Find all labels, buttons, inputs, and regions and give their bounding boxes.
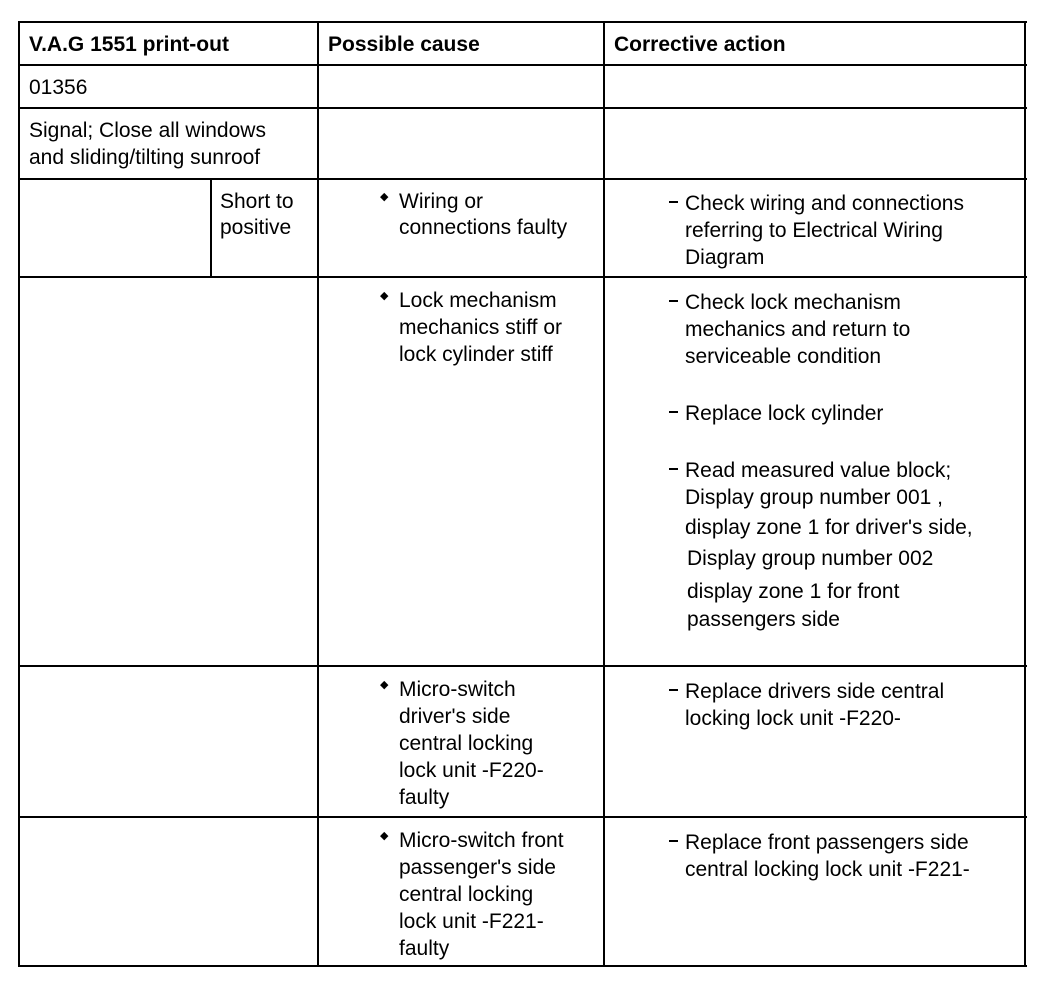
bullet-icon: ◆ bbox=[380, 290, 389, 302]
action-text: Display group number 001 , bbox=[685, 486, 943, 509]
action-text: referring to Electrical Wiring bbox=[685, 219, 943, 242]
printout-text: and sliding/tilting sunroof bbox=[29, 146, 261, 169]
cause-text: lock unit -F221- bbox=[399, 910, 544, 933]
action-text: display zone 1 for front bbox=[687, 580, 900, 603]
row-divider bbox=[18, 107, 1027, 109]
cause-text: faulty bbox=[399, 937, 450, 960]
row-divider bbox=[18, 178, 1027, 180]
fault-code: 01356 bbox=[29, 76, 88, 99]
header-corrective-action: Corrective action bbox=[614, 33, 786, 56]
action-text: Read measured value block; bbox=[685, 459, 952, 482]
subcondition-text: Short to bbox=[220, 190, 294, 213]
table-border-right bbox=[1024, 21, 1026, 967]
cause-text: passenger's side bbox=[399, 856, 556, 879]
column-divider bbox=[317, 21, 319, 967]
header-divider bbox=[18, 64, 1027, 66]
action-text: display zone 1 for driver's side, bbox=[685, 516, 973, 539]
dash-icon bbox=[669, 411, 678, 413]
table-border-bottom bbox=[18, 965, 1027, 967]
header-printout: V.A.G 1551 print-out bbox=[29, 33, 229, 56]
dash-icon bbox=[669, 201, 678, 203]
bullet-icon: ◆ bbox=[380, 191, 389, 203]
printout-text: Signal; Close all windows bbox=[29, 119, 266, 142]
action-text: Replace lock cylinder bbox=[685, 402, 884, 425]
dash-icon bbox=[669, 300, 678, 302]
cause-text: mechanics stiff or bbox=[399, 316, 563, 339]
row-divider bbox=[18, 665, 1027, 667]
dash-icon bbox=[669, 468, 678, 470]
cause-text: central locking bbox=[399, 883, 534, 906]
row-divider bbox=[18, 276, 1027, 278]
bullet-icon: ◆ bbox=[380, 679, 389, 691]
cause-text: Micro-switch front bbox=[399, 829, 564, 852]
cause-text: Micro-switch bbox=[399, 678, 516, 701]
cause-text: central locking bbox=[399, 732, 534, 755]
action-text: central locking lock unit -F221- bbox=[685, 858, 970, 881]
action-text: Replace front passengers side bbox=[685, 831, 969, 854]
subcell-divider bbox=[210, 178, 212, 278]
action-text: Check lock mechanism bbox=[685, 291, 901, 314]
subcondition-text: positive bbox=[220, 216, 292, 239]
cause-text: lock unit -F220- bbox=[399, 759, 544, 782]
table-border-left bbox=[18, 21, 20, 967]
row-divider bbox=[18, 816, 1027, 818]
cause-text: lock cylinder stiff bbox=[399, 343, 553, 366]
action-text: Display group number 002 bbox=[687, 547, 934, 570]
dash-icon bbox=[669, 840, 678, 842]
action-text: Diagram bbox=[685, 246, 765, 269]
action-text: Replace drivers side central bbox=[685, 680, 945, 703]
cause-text: faulty bbox=[399, 786, 450, 809]
header-possible-cause: Possible cause bbox=[328, 33, 480, 56]
cause-text: connections faulty bbox=[399, 216, 568, 239]
cause-text: Wiring or bbox=[399, 190, 484, 213]
cause-text: Lock mechanism bbox=[399, 289, 557, 312]
action-text: locking lock unit -F220- bbox=[685, 707, 901, 730]
dash-icon bbox=[669, 689, 678, 691]
bullet-icon: ◆ bbox=[380, 830, 389, 842]
table-border-top bbox=[18, 21, 1027, 23]
action-text: mechanics and return to bbox=[685, 318, 911, 341]
cause-text: driver's side bbox=[399, 705, 511, 728]
column-divider bbox=[603, 21, 605, 967]
action-text: Check wiring and connections bbox=[685, 192, 964, 215]
action-text: serviceable condition bbox=[685, 345, 882, 368]
action-text: passengers side bbox=[687, 608, 840, 631]
